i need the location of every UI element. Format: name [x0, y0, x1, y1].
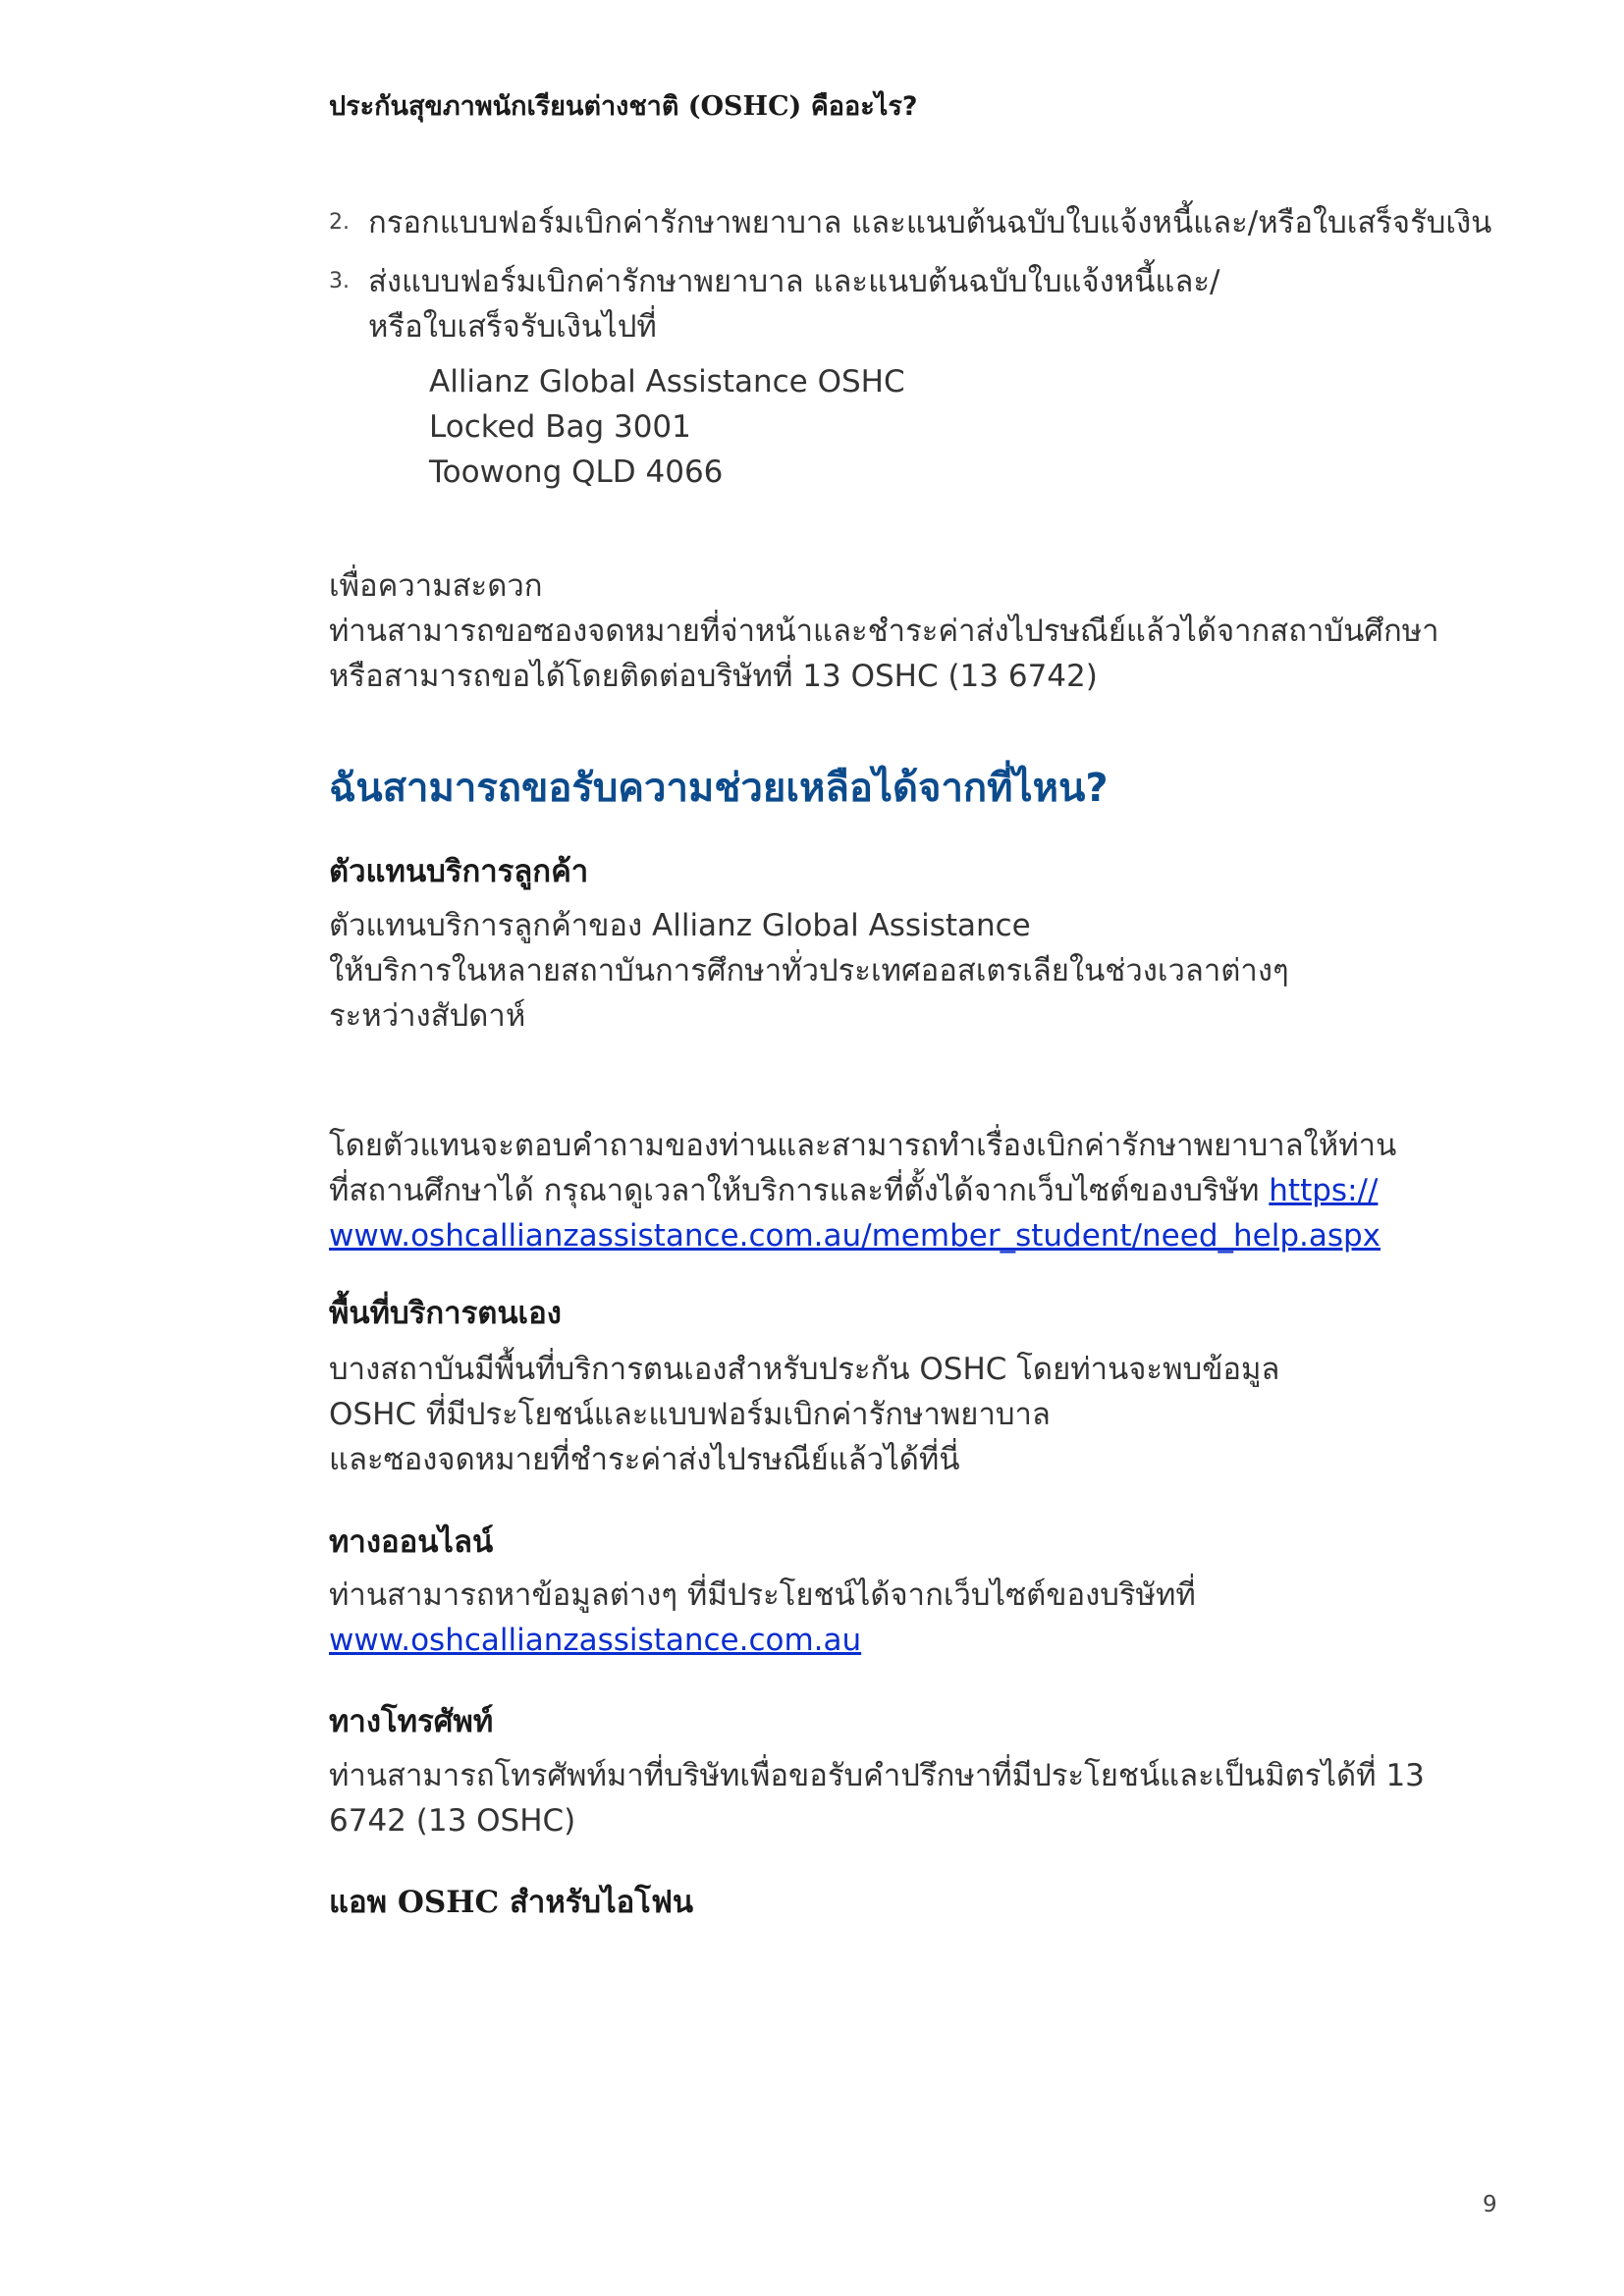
need-help-link-part-2[interactable]: www.oshcallianzassistance.com.au/member_student/need_help.aspx — [329, 1218, 1381, 1254]
step-2-text: กรอกแบบฟอร์มเบิกค่ารักษาพยาบาล และแนบต้นฉบับใบแจ้งหนี้และ/หรือใบเสร็จรับเงิน — [368, 205, 1492, 240]
iphone-app-title-suffix: สำหรับไอโฟน — [510, 1885, 694, 1920]
address-line-2: Locked Bag 3001 — [429, 409, 691, 445]
customer-service-para2-line-2 — [329, 1168, 1396, 1213]
iphone-app-title-acronym: OSHC — [397, 1885, 500, 1920]
step-3-line-2: หรือใบเสร็จรับเงินไปที่ — [368, 309, 657, 345]
self-service-line-3: และซองจดหมายที่ชำระค่าส่งไปรษณีย์แล้วได้ที่นี่ — [329, 1442, 960, 1477]
self-service-line-1: บางสถาบันมีพื้นที่บริการตนเองสำหรับประกัน OSHC โดยท่านจะพบข้อมูล — [329, 1352, 1280, 1387]
convenience-line-3: หรือสามารถขอได้โดยติดต่อบริษัทที่ 13 OSHC (13 6742) — [329, 659, 1098, 694]
header-title-acronym: (OSHC) — [687, 91, 802, 122]
mailing-address — [429, 359, 905, 495]
customer-service-title: ตัวแทนบริการลูกค้า — [329, 854, 589, 889]
step-3-text — [368, 259, 1220, 349]
address-line-3: Toowong QLD 4066 — [429, 454, 724, 490]
convenience-note — [329, 563, 1439, 699]
step-3-number: 3. — [329, 269, 350, 294]
phone-para — [329, 1753, 1425, 1843]
address-line-1: Allianz Global Assistance OSHC — [429, 364, 905, 400]
customer-service-para2-text: ที่สถานศึกษาได้ กรุณาดูเวลาให้บริการและที่ตั้งได้จากเว็บไซต์ของบริษัท — [329, 1173, 1270, 1208]
self-service-title: พื้นที่บริการตนเอง — [329, 1296, 562, 1331]
phone-line-1: ท่านสามารถโทรศัพท์มาที่บริษัทเพื่อขอรับคำปรึกษาที่มีประโยชน์และเป็นมิตรได้ที่ 13 — [329, 1758, 1425, 1793]
convenience-line-1: เพื่อความสะดวก — [329, 568, 543, 604]
online-line-2 — [329, 1618, 1196, 1663]
running-header — [329, 84, 918, 127]
customer-service-para-1 — [329, 903, 1289, 1039]
phone-title: ทางโทรศัพท์ — [329, 1704, 494, 1739]
customer-service-line-1: ตัวแทนบริการลูกค้าของ Allianz Global Assistance — [329, 908, 1031, 943]
phone-line-2: 6742 (13 OSHC) — [329, 1803, 576, 1839]
convenience-line-2: ท่านสามารถขอซองจดหมายที่จ่าหน้าและชำระค่าส่งไปรษณีย์แล้วได้จากสถาบันศึกษา — [329, 614, 1439, 649]
page-number: 9 — [1483, 2192, 1497, 2217]
step-3-line-1: ส่งแบบฟอร์มเบิกค่ารักษาพยาบาล และแนบต้นฉบับใบแจ้งหนี้และ/ — [368, 264, 1220, 299]
online-line-1: ท่านสามารถหาข้อมูลต่างๆ ที่มีประโยชน์ได้จากเว็บไซต์ของบริษัทที่ — [329, 1577, 1196, 1613]
online-para — [329, 1573, 1196, 1663]
need-help-link-part-1[interactable]: https:// — [1269, 1173, 1379, 1208]
iphone-app-title-prefix: แอพ — [329, 1885, 388, 1920]
step-2-number: 2. — [329, 210, 350, 235]
online-title: ทางออนไลน์ — [329, 1524, 494, 1560]
oshc-website-link[interactable]: www.oshcallianzassistance.com.au — [329, 1623, 862, 1658]
self-service-line-2: OSHC ที่มีประโยชน์และแบบฟอร์มเบิกค่ารักษาพยาบาล — [329, 1397, 1051, 1432]
header-title-thai: ประกันสุขภาพนักเรียนต่างชาติ — [329, 91, 679, 122]
customer-service-line-3: ระหว่างสัปดาห์ — [329, 998, 526, 1034]
customer-service-para-2 — [329, 1123, 1396, 1258]
customer-service-para2-line-3 — [329, 1213, 1396, 1258]
iphone-app-title — [329, 1877, 693, 1926]
self-service-para — [329, 1347, 1279, 1482]
customer-service-para2-line-1: โดยตัวแทนจะตอบคำถามของท่านและสามารถทำเรื่องเบิกค่ารักษาพยาบาลให้ท่าน — [329, 1128, 1397, 1163]
help-section-heading: ฉันสามารถขอรับความช่วยเหลือได้จากที่ไหน? — [329, 766, 1109, 811]
header-title-suffix: คืออะไร? — [810, 91, 918, 122]
customer-service-line-2: ให้บริการในหลายสถาบันการศึกษาทั่วประเทศออสเตรเลียในช่วงเวลาต่างๆ — [329, 953, 1289, 988]
